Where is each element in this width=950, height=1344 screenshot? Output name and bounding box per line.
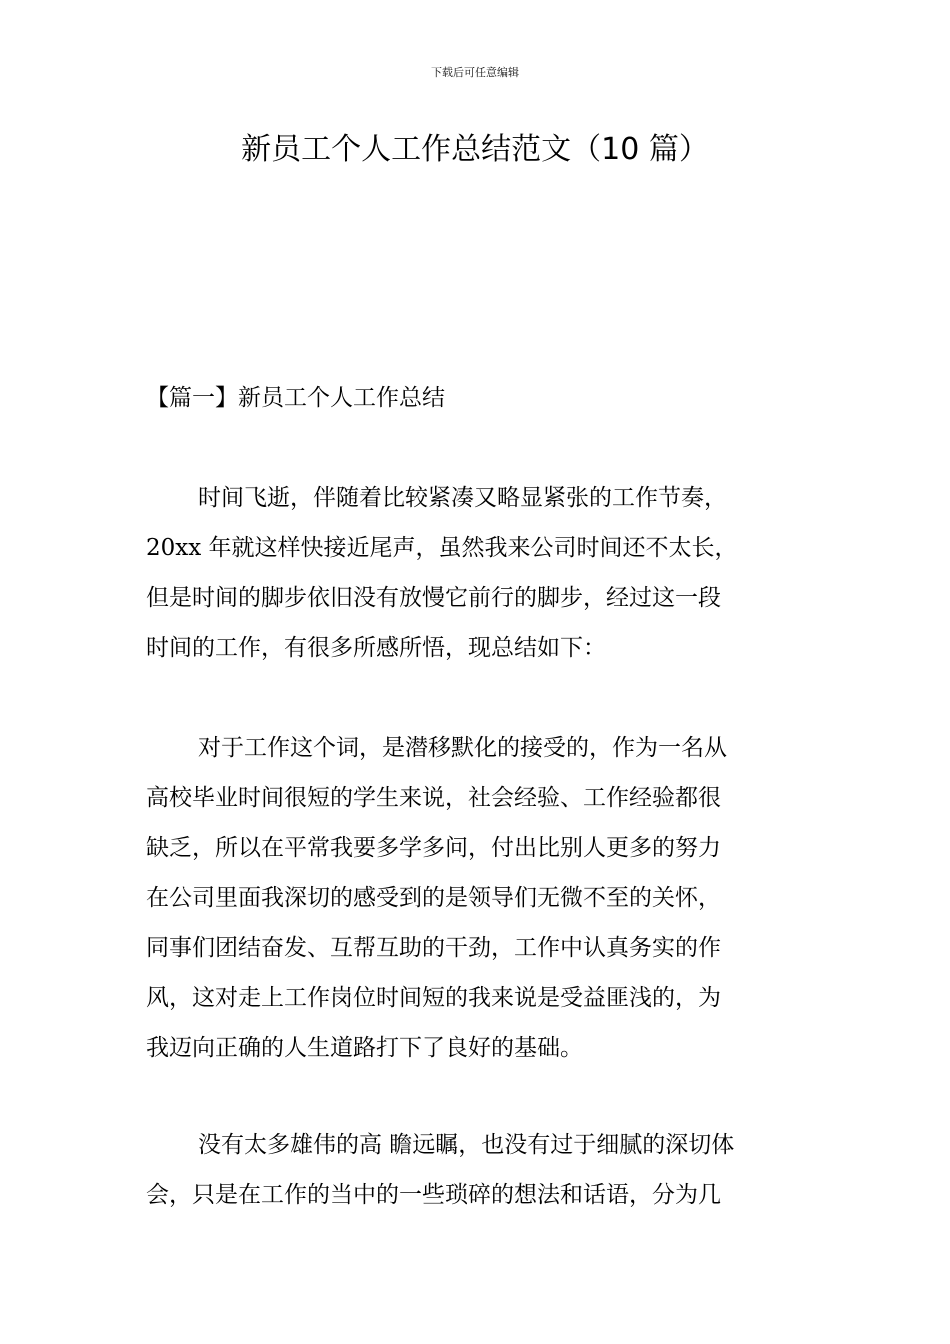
paragraph-line: 在公司里面我深切的感受到的是领导们无微不至的关怀， <box>146 885 721 911</box>
paragraph-line: 时间的工作，有很多所感所悟，现总结如下： <box>146 635 606 661</box>
paragraph-line: 20xx 年就这样快接近尾声，虽然我来公司时间还不太长， <box>146 535 738 561</box>
section-heading: 【篇一】新员工个人工作总结 <box>146 385 445 411</box>
paragraph-line: 时间飞逝，伴随着比较紧凑又略显紧张的工作节奏， <box>198 485 727 511</box>
paragraph-line: 没有太多雄伟的高 瞻远瞩，也没有过于细腻的深切体 <box>198 1132 735 1158</box>
paragraph-line: 对于工作这个词，是潜移默化的接受的，作为一名从 <box>198 735 727 761</box>
paragraph <box>146 1120 836 1220</box>
document-title: 新员工个人工作总结范文（10 篇） <box>241 132 709 167</box>
paragraph-line: 风，这对走上工作岗位时间短的我来说是受益匪浅的，为 <box>146 985 721 1011</box>
paragraph-line: 我迈向正确的人生道路打下了良好的基础。 <box>146 1035 583 1061</box>
paragraph <box>146 723 836 1073</box>
paragraph-line: 但是时间的脚步依旧没有放慢它前行的脚步，经过这一段 <box>146 585 721 611</box>
paragraph-line: 高校毕业时间很短的学生来说，社会经验、工作经验都很 <box>146 785 721 811</box>
header-note: 下载后可任意编辑 <box>431 66 519 79</box>
paragraph <box>146 473 836 673</box>
paragraph-line: 缺乏，所以在平常我要多学多问，付出比别人更多的努力 <box>146 835 721 861</box>
paragraph-line: 会，只是在工作的当中的一些琐碎的想法和话语，分为几 <box>146 1182 721 1208</box>
paragraph-line: 同事们团结奋发、互帮互助的干劲，工作中认真务实的作 <box>146 935 721 961</box>
